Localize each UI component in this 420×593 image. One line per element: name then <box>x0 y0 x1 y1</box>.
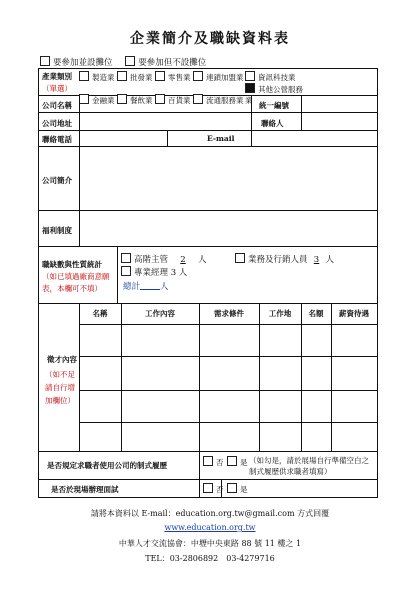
divider <box>221 480 222 497</box>
checkbox[interactable] <box>193 71 203 81</box>
divider <box>79 131 80 147</box>
sales-label: 業務及行銷人員 <box>248 255 308 265</box>
checkbox-label: 百貨業 <box>168 96 191 105</box>
industry-it[interactable] <box>245 71 303 83</box>
total-label: 總計 <box>123 282 141 292</box>
contact-label: 聯絡人 <box>261 119 284 128</box>
vacancy-row <box>39 247 377 304</box>
resume-form-row <box>39 452 377 480</box>
row-divider <box>79 356 377 357</box>
intro-row <box>39 147 377 211</box>
interview-row <box>39 480 377 497</box>
interview-yes-option[interactable] <box>227 483 248 495</box>
welfare-row <box>39 211 377 247</box>
total-value[interactable] <box>140 280 160 290</box>
industry-row <box>39 69 377 105</box>
checkbox-label: 流通服務業 <box>206 96 244 105</box>
checkbox-label: 金融業 <box>92 96 115 105</box>
unit: 人 <box>325 255 335 265</box>
welfare-field[interactable] <box>81 211 375 246</box>
checkbox[interactable] <box>117 71 127 81</box>
yes-label: 是 <box>240 458 248 467</box>
row-divider <box>79 390 377 391</box>
checkbox[interactable] <box>203 483 213 493</box>
divider <box>331 304 332 452</box>
address-label: 公司地址 <box>42 119 72 128</box>
yes-label: 是 <box>240 485 248 494</box>
intro-field[interactable] <box>81 147 375 210</box>
divider <box>301 304 302 452</box>
checkbox[interactable] <box>121 266 131 276</box>
industry-note: （單選） <box>42 84 72 93</box>
website-link[interactable]: www.education.org.tw <box>164 523 256 532</box>
col-header-location: 工作地 <box>268 309 292 318</box>
checkbox[interactable] <box>245 71 255 81</box>
senior-value[interactable]: 2 <box>180 255 186 265</box>
divider <box>199 304 200 452</box>
unit: 人 <box>198 255 207 265</box>
company-name-label: 公司名稱 <box>42 101 72 110</box>
divider <box>199 452 200 480</box>
sales-count[interactable] <box>235 253 334 265</box>
col-header-openings: 名額 <box>308 309 324 318</box>
industry-retail[interactable] <box>155 71 193 83</box>
checkbox[interactable] <box>155 71 165 81</box>
divider <box>301 113 302 131</box>
option-label: 要參加並設攤位 <box>53 58 113 68</box>
divider <box>167 131 168 147</box>
resume-yes-option[interactable] <box>227 456 248 468</box>
welfare-label: 福利制度 <box>42 226 72 235</box>
divider <box>79 96 80 113</box>
pm-count[interactable] <box>121 266 187 278</box>
checkbox-checked[interactable] <box>245 83 255 93</box>
company-name-row <box>39 96 377 113</box>
checkbox[interactable] <box>227 456 237 466</box>
form-table <box>38 68 378 498</box>
col-header-work: 工作內容 <box>145 309 175 318</box>
industry-row1 <box>79 71 375 83</box>
divider <box>79 304 80 452</box>
option-label: 要參加但不設攤位 <box>138 58 207 68</box>
contact-field[interactable] <box>303 113 375 130</box>
row-divider <box>79 422 377 423</box>
divider <box>79 147 80 211</box>
checkbox[interactable] <box>203 456 213 466</box>
checkbox-label: 製造業 <box>92 73 115 82</box>
col-header-salary: 薪資待遇 <box>339 309 369 318</box>
checkbox-label: 零售業 <box>168 73 191 82</box>
pm-label: 專業經理 3 人 <box>134 268 188 278</box>
checkbox-label: 餐飲業 <box>130 96 153 105</box>
company-name-field[interactable] <box>81 96 249 112</box>
checkbox-label: 批發業 <box>130 73 153 82</box>
participation-options <box>40 56 216 68</box>
col-header-name: 名稱 <box>92 309 108 318</box>
divider <box>79 211 80 247</box>
checkbox-label: 資訊科技業 <box>258 73 296 82</box>
recruit-label: 徵才內容 <box>47 355 77 364</box>
tax-id-label: 統一編號 <box>259 101 289 110</box>
resume-form-label: 是否規定求職者使用公司的制式履歷 <box>47 461 167 470</box>
form-title: 企業簡介及職缺資料表 <box>130 31 290 47</box>
sales-value[interactable]: 3 <box>313 255 320 265</box>
option-no-booth[interactable] <box>125 58 206 68</box>
footer-link-wrap <box>0 523 420 532</box>
divider <box>301 96 302 113</box>
industry-franchise[interactable] <box>193 71 245 83</box>
header-divider <box>79 324 377 325</box>
divider <box>251 96 252 113</box>
phone-row <box>39 131 377 147</box>
checkbox[interactable] <box>40 56 50 66</box>
checkbox-label: 連鎖加盟業 <box>206 73 244 82</box>
no-label: 否 <box>216 458 224 467</box>
vacancy-label: 職缺數與性質統計 <box>42 260 102 269</box>
vacancy-note: （如已填過廠商意願表，本欄可不填） <box>42 272 110 293</box>
unit: 人 <box>160 282 169 292</box>
email-field[interactable] <box>253 131 375 146</box>
checkbox[interactable] <box>79 71 89 81</box>
email-label: E-mail <box>207 134 235 143</box>
tax-id-field[interactable] <box>303 96 375 112</box>
checkbox[interactable] <box>125 56 135 66</box>
senior-count[interactable] <box>121 253 207 265</box>
resume-no-option[interactable] <box>203 456 224 468</box>
divider <box>79 113 80 131</box>
divider <box>251 131 252 147</box>
no-label: 否 <box>216 485 224 494</box>
divider <box>117 247 118 304</box>
col-header-requirements: 需求條件 <box>214 309 244 318</box>
address-row <box>39 113 377 131</box>
total-count[interactable] <box>123 280 169 292</box>
divider <box>199 480 200 497</box>
phone-field[interactable] <box>81 131 165 146</box>
industry-wholesale[interactable] <box>117 71 155 83</box>
checkbox[interactable] <box>227 483 237 493</box>
divider <box>121 304 122 452</box>
resume-note: （如勾是，請於展場自行準備空白之制式履歷供求職者填寫） <box>249 456 369 476</box>
footer-instruction: 請將本資料以 E-mail：education.org.tw@gmail.com 方式回覆 <box>90 509 330 518</box>
checkbox[interactable] <box>121 253 131 263</box>
intro-label: 公司簡介 <box>42 176 72 185</box>
senior-label: 高階主管 <box>134 255 169 265</box>
divider <box>251 113 252 131</box>
divider <box>259 304 260 452</box>
interview-label: 是否於現場辦理面試 <box>51 485 119 494</box>
address-field[interactable] <box>81 113 249 130</box>
recruit-row <box>39 304 377 452</box>
industry-manufacturing[interactable] <box>79 71 117 83</box>
checkbox[interactable] <box>235 253 245 263</box>
phone-label: 聯絡電話 <box>42 135 72 144</box>
industry-label: 產業類別 <box>42 72 72 81</box>
checkbox-label: 其他公營服務業 <box>245 85 303 105</box>
footer-phone: TEL：03-2806892 03-4279716 <box>145 554 275 563</box>
option-booth[interactable] <box>40 58 113 68</box>
footer-address: 中華人才交流協會：中壢中央東路 88 號 11 樓之 1 <box>118 539 302 548</box>
recruit-note: （如不足請自行增加欄位） <box>45 370 75 405</box>
